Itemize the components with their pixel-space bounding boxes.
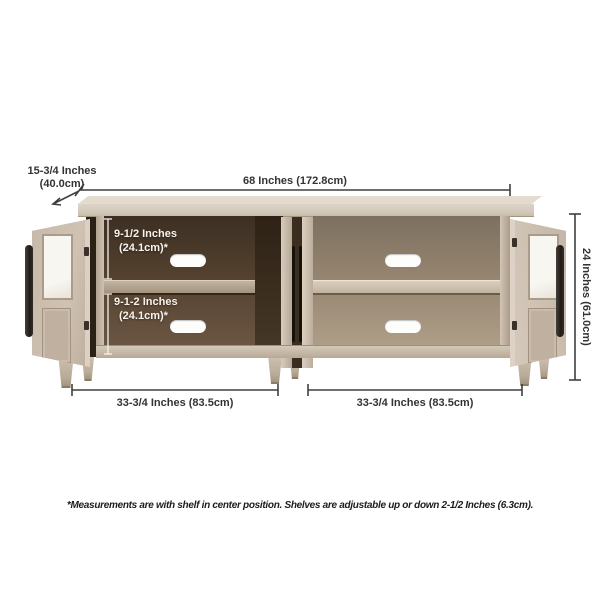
- cable-hole-upper-right: [385, 254, 421, 267]
- left-door-hinge-bottom: [84, 321, 89, 330]
- right-door-hinge-top: [512, 238, 517, 247]
- upper-compartment-inches: 9-1/2 Inches: [114, 228, 177, 240]
- depth-arrow: [53, 198, 61, 205]
- left-door-open: [32, 219, 90, 367]
- right-door-hinge-bottom: [512, 321, 517, 330]
- cable-hole-upper-left: [170, 254, 206, 267]
- upper-compartment-label: [114, 227, 177, 255]
- left-cabinet-shelf: [104, 280, 255, 295]
- left-cabinet-width-label: 33-3/4 Inches (83.5cm): [116, 397, 234, 409]
- center-door-handle-left: [292, 246, 295, 342]
- overall-width-label: 68 Inches (172.8cm): [243, 175, 347, 187]
- right-door-handle: [556, 245, 564, 337]
- right-cabinet-width-label: 33-3/4 Inches (83.5cm): [356, 397, 474, 409]
- overall-height-label: 24 Inches (61.0cm): [580, 248, 592, 346]
- lower-compartment-cm: (24.1cm)*: [119, 310, 168, 322]
- bottom-front-rail: [96, 345, 510, 358]
- cable-hole-lower-right: [385, 320, 421, 333]
- depth-dimension-line: [53, 191, 79, 204]
- depth-label-cm: (40.0cm): [39, 178, 85, 190]
- depth-label-inches: 15-3/4 Inches: [27, 165, 97, 177]
- measurement-footnote: *Measurements are with shelf in center position. Shelves are adjustable up or down 2-1/2 Inches (6.3cm).: [66, 500, 534, 511]
- lower-compartment-inches: 9-1-2 Inches: [114, 296, 178, 308]
- right-side-panel: [500, 216, 510, 357]
- upper-compartment-cm: (24.1cm)*: [119, 242, 168, 254]
- left-door-edge-highlight: [85, 219, 90, 367]
- left-side-panel: [96, 216, 104, 357]
- lower-compartment-label: [114, 295, 178, 323]
- left-door-hinge-top: [84, 247, 89, 256]
- left-door-glass-panel: [42, 234, 73, 300]
- left-door-lower-panel: [42, 308, 71, 363]
- depth-dimension-label: [8, 165, 116, 191]
- center-recess-shadow: [255, 216, 283, 357]
- right-door-glass-panel: [528, 234, 559, 300]
- tv-stand-top-surface: [78, 196, 542, 204]
- right-cabinet-shelf: [313, 280, 500, 295]
- right-door-lower-panel: [528, 308, 557, 363]
- left-door-handle: [25, 245, 33, 337]
